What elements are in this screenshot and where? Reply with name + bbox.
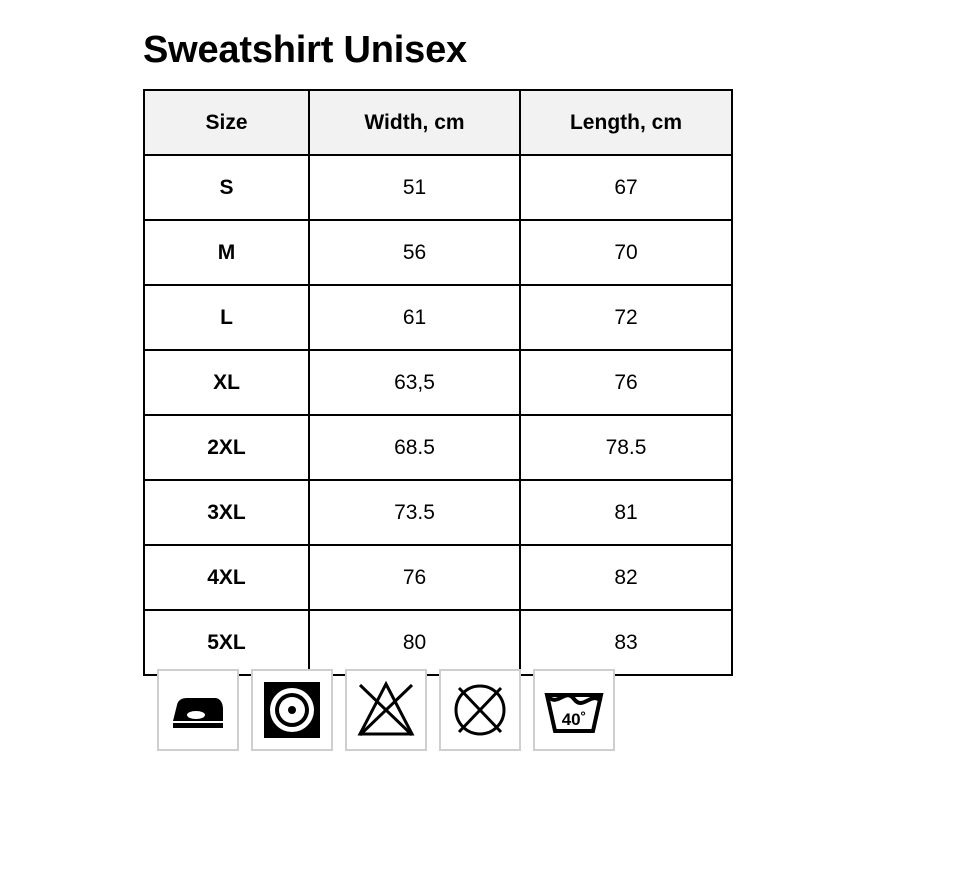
- cell-width: 61: [309, 285, 520, 350]
- cell-width: 56: [309, 220, 520, 285]
- cell-size: L: [144, 285, 309, 350]
- cell-length: 67: [520, 155, 732, 220]
- cell-size: M: [144, 220, 309, 285]
- cell-size: S: [144, 155, 309, 220]
- page-title: Sweatshirt Unisex: [143, 29, 467, 71]
- size-chart-table: [143, 89, 733, 676]
- table-row: [144, 155, 732, 220]
- table-row: [144, 415, 732, 480]
- cell-width: 68.5: [309, 415, 520, 480]
- wash-temperature-label: 40˚: [561, 710, 587, 729]
- cell-width: 73.5: [309, 480, 520, 545]
- cell-width: 63,5: [309, 350, 520, 415]
- table-row: [144, 480, 732, 545]
- cell-size: 3XL: [144, 480, 309, 545]
- cell-length: 72: [520, 285, 732, 350]
- do-not-dry-clean-icon: [439, 669, 521, 751]
- cell-width: 51: [309, 155, 520, 220]
- table-row: [144, 545, 732, 610]
- cell-length: 82: [520, 545, 732, 610]
- cell-size: 5XL: [144, 610, 309, 675]
- cell-width: 80: [309, 610, 520, 675]
- column-header-size: Size: [144, 90, 309, 155]
- table-row: [144, 285, 732, 350]
- cell-length: 78.5: [520, 415, 732, 480]
- cell-length: 76: [520, 350, 732, 415]
- cell-size: 2XL: [144, 415, 309, 480]
- do-not-bleach-icon: [345, 669, 427, 751]
- tumble-dry-normal-icon: [251, 669, 333, 751]
- cell-length: 70: [520, 220, 732, 285]
- cell-length: 83: [520, 610, 732, 675]
- table-row: [144, 350, 732, 415]
- column-header-width: Width, cm: [309, 90, 520, 155]
- cell-size: 4XL: [144, 545, 309, 610]
- cell-size: XL: [144, 350, 309, 415]
- table-row: [144, 610, 732, 675]
- care-instructions-row: [157, 669, 615, 751]
- machine-wash-40-icon: [533, 669, 615, 751]
- cell-width: 76: [309, 545, 520, 610]
- iron-low-heat-icon: [157, 669, 239, 751]
- column-header-length: Length, cm: [520, 90, 732, 155]
- table-row: [144, 220, 732, 285]
- table-header-row: [144, 90, 732, 155]
- cell-length: 81: [520, 480, 732, 545]
